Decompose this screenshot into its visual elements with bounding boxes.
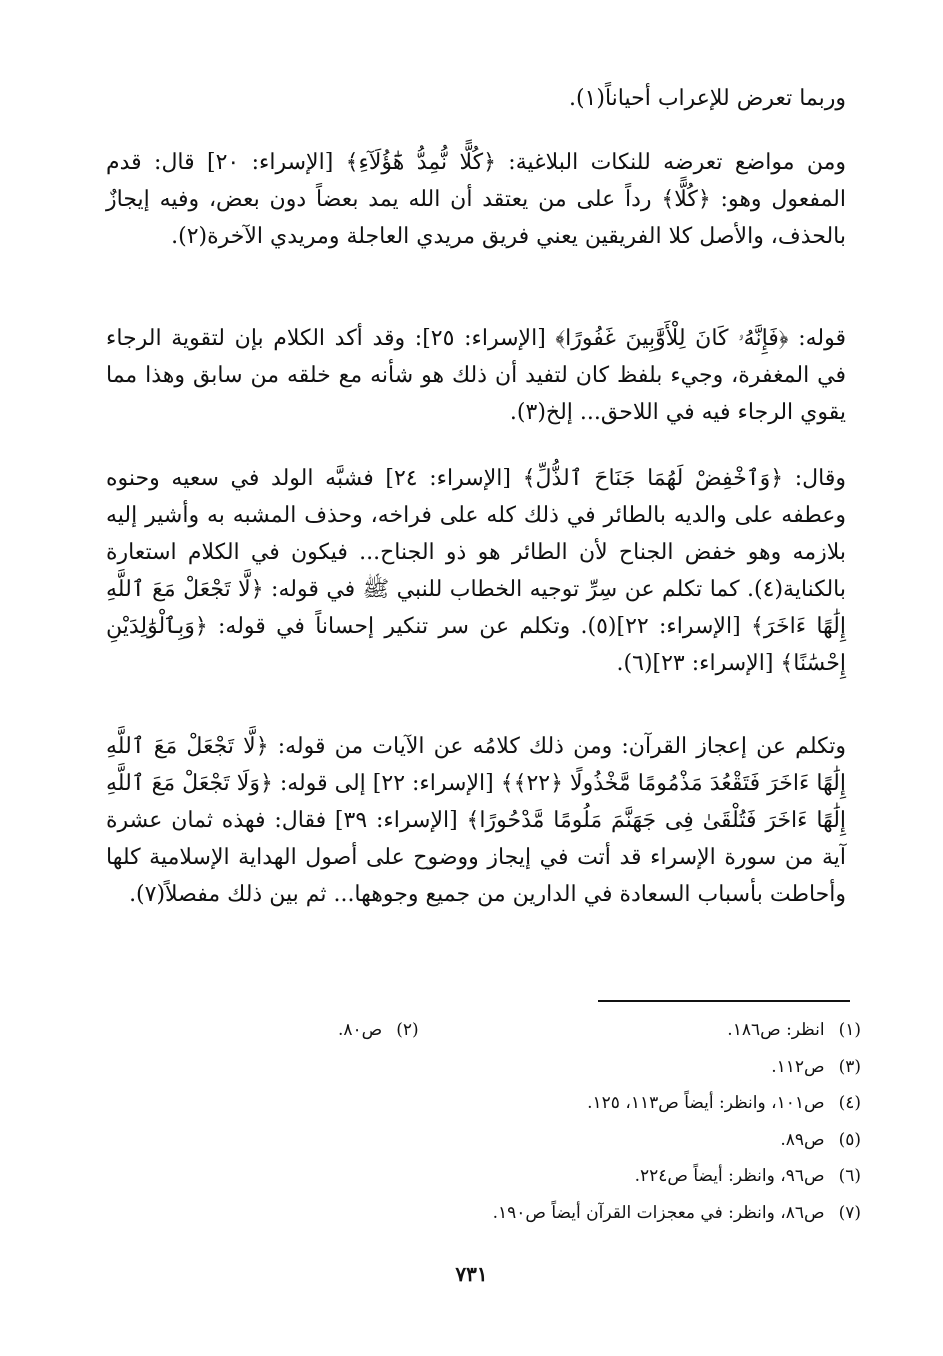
footnote-text: ص٨٩.: [780, 1129, 825, 1150]
footnote-divider: [598, 1000, 850, 1002]
footnote-text: ص١٠١، وانظر: أيضاً ص١١٣، ١٢٥.: [587, 1093, 825, 1113]
footnote-text: ص٨٦، وانظر: في معجزات القرآن أيضاً ص١٩٠.: [492, 1202, 825, 1223]
paragraph-4: وقال: ﴿وَٱخْفِضْ لَهُمَا جَنَاحَ ٱلذُّلِّ﴾ [الإسراء: ٢٤] فشبَّه الولد في سعيه وحنوه وعطفه على والديه بالطائر في ذلك كله على فراخه، وحذف المشبه به وأشير إليه بلازمه وهو خفض الجناح لأن الطائر هو ذو الجناح... فيكون في الكلام استعارة بالكناية(٤). كما تكلم عن سِرِّ توجيه الخطاب للنبي ﷺ في قوله: ﴿لَّا تَجْعَلْ مَعَ ٱللَّهِ إِلَٰهًا ءَاخَرَ﴾ [الإسراء: ٢٢](٥). وتكلم عن سر تنكير إحساناً في قوله: ﴿وَبِٱلْوَٰلِدَيْنِ إِحْسَٰنًا﴾ [الإسراء: ٢٣](٦).: [106, 466, 846, 676]
footnote-text: ص٩٦، وانظر: أيضاً ص٢٢٤.: [634, 1166, 825, 1186]
footnote-marker: (٤): [838, 1093, 861, 1113]
paragraph-5: وتكلم عن إعجاز القرآن: ومن ذلك كلامُه عن الآيات من قوله: ﴿لَّا تَجْعَلْ مَعَ ٱللَّهِ إِلَٰهًا ءَاخَرَ فَتَقْعُدَ مَذْمُومًا مَّخْذُولًا ﴿٢٢﴾﴾ [الإسراء: ٢٢] إلى قوله: ﴿وَلَا تَجْعَلْ مَعَ ٱللَّهِ إِلَٰهًا ءَاخَرَ فَتُلْقَىٰ فِى جَهَنَّمَ مَلُومًا مَّدْحُورًا﴾ [الإسراء: ٣٩] فقال: فهذه ثمان عشرة آية من سورة الإسراء قد أتت في إيجاز ووضوح على أصول الهداية الإسلامية كلها وأحاطت بأسباب السعادة في الدارين من جميع وجوهها... ثم بين ذلك مفصلاً(٧).: [106, 734, 847, 907]
footnote-7: [301, 1195, 861, 1232]
footnote-5: [301, 1122, 861, 1159]
paragraph-3: قوله: ﴿فَإِنَّهُۥ كَانَ لِلْأَوَّٰبِينَ غَفُورًا﴾ [الإسراء: ٢٥]: وقد أكد الكلام بإن لتقوية الرجاء في المغفرة، وجيء بلفظ كان لتفيد أن ذلك هو شأنه مع خلقه من سابق وهذا مما يقوي الرجاء فيه في اللاحق... إلخ(٣).: [106, 326, 846, 425]
footnote-6: [301, 1158, 861, 1195]
footnote-text: انظر: ص١٨٦.: [727, 1020, 825, 1040]
footnote-text: ص١١٢.: [771, 1056, 825, 1077]
footnote-marker: (٥): [838, 1129, 861, 1150]
footnote-marker: (١): [838, 1020, 861, 1040]
page-number: ٧٣١: [455, 1262, 488, 1286]
footnote-marker: (٧): [838, 1202, 861, 1223]
footnote-marker: (٢): [396, 1020, 419, 1040]
footnote-4: [301, 1085, 861, 1122]
footnote-marker: (٣): [838, 1056, 861, 1077]
footnote-marker: (٦): [838, 1166, 861, 1186]
paragraph-1: وربما تعرض للإعراب أحياناً(١).: [568, 86, 846, 111]
paragraph-2: ومن مواضع تعرضه للنكات البلاغية: ﴿كُلًّا نُّمِدُّ هَٰٓؤُلَآءِ﴾ [الإسراء: ٢٠] قال: قدم المفعول وهو: ﴿كُلًّا﴾ رداً على من يعتقد أن الله يمد بعضاً دون بعض، وفيه إيجازٌ بالحذف، والأصل كلا الفريقين يعني فريق مريدي العاجلة ومريدي الآخرة(٢).: [106, 150, 846, 249]
footnote-3: [301, 1049, 861, 1086]
footnote-2: [338, 1012, 419, 1049]
footnote-text: ص٨٠.: [338, 1020, 383, 1040]
